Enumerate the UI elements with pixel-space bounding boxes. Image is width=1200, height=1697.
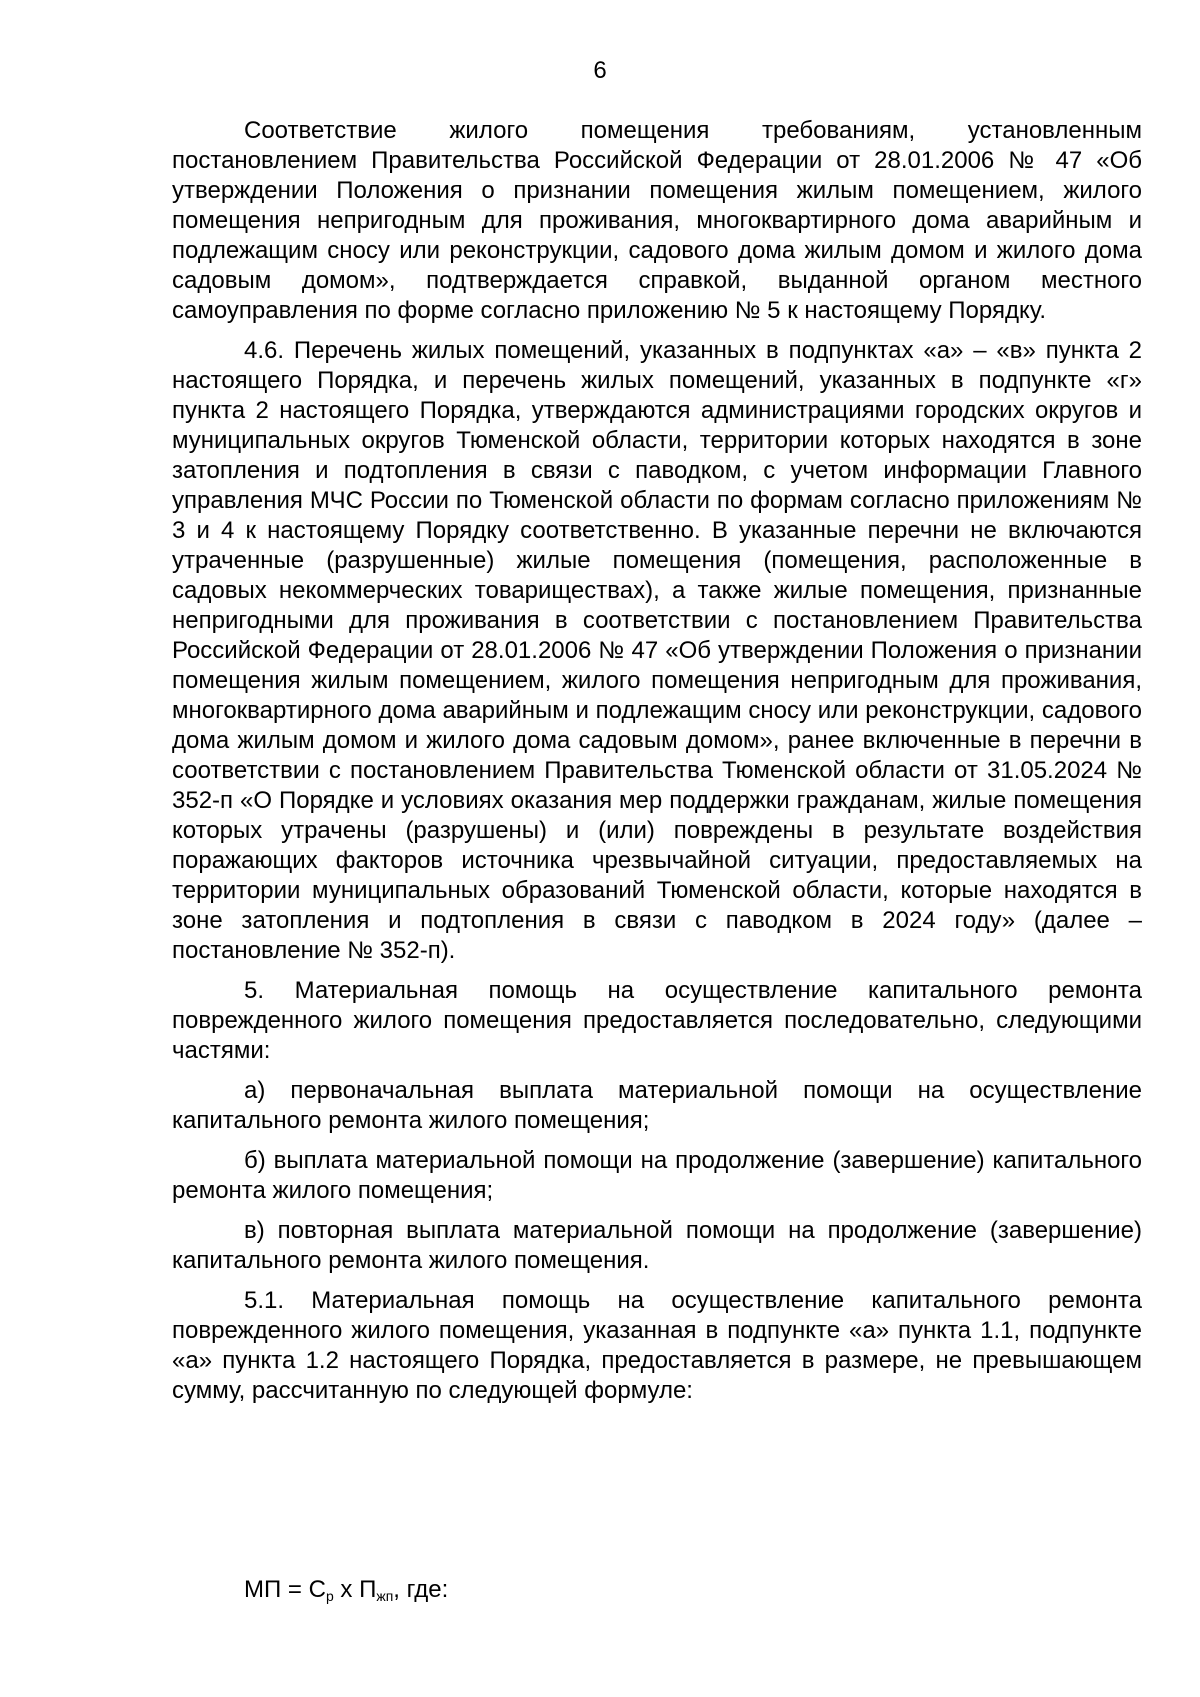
document-body bbox=[172, 116, 1142, 1416]
paragraph-5-a: а) первоначальная выплата материальной помощи на осуществление капитального ремонта жилого помещения; bbox=[172, 1077, 1142, 1134]
paragraph-5: 5. Материальная помощь на осуществление капитального ремонта поврежденного жилого помещения предоставляется последовательно, следующими частями: bbox=[172, 977, 1142, 1064]
paragraph-5-b: б) выплата материальной помощи на продолжение (завершение) капитального ремонта жилого помещения; bbox=[172, 1147, 1142, 1204]
paragraph-5-v: в) повторная выплата материальной помощи на продолжение (завершение) капитального ремонта жилого помещения. bbox=[172, 1217, 1142, 1274]
formula-mid: х П bbox=[333, 1576, 377, 1603]
formula-subscript-r: р bbox=[325, 1588, 334, 1604]
formula-lhs: МП = С bbox=[244, 1576, 326, 1603]
formula bbox=[244, 1575, 448, 1611]
page-number: 6 bbox=[593, 57, 607, 84]
formula-subscript-zhp: жп bbox=[376, 1588, 394, 1604]
paragraph-5-1: 5.1. Материальная помощь на осуществление капитального ремонта поврежденного жилого помещения, указанная в подпункте «а» пункта 1.1, подпункте «а» пункта 1.2 настоящего Порядка, предоставляется в размере, не превышающем сумму, рассчитанную по следующей формуле: bbox=[172, 1287, 1142, 1404]
formula-tail: , где: bbox=[393, 1576, 449, 1603]
paragraph-compliance: Соответствие жилого помещения требованиям, установленным постановлением Правительства Российской Федерации от 28.01.2006 № 47 «Об утверждении Положения о признании помещения жилым помещением, жилого помещения непригодным для проживания, многоквартирного дома аварийным и подлежащим сносу или реконструкции, садового дома жилым домом и жилого дома садовым домом», подтверждается справкой, выданной органом местного самоуправления по форме согласно приложению № 5 к настоящему Порядку. bbox=[172, 117, 1142, 324]
paragraph-4-6: 4.6. Перечень жилых помещений, указанных в подпунктах «а» – «в» пункта 2 настоящего Порядка, и перечень жилых помещений, указанных в подпункте «г» пункта 2 настоящего Порядка, утверждаются администрациями городских округов и муниципальных округов Тюменской области, территории которых находятся в зоне затопления и подтопления в связи с паводком, с учетом информации Главного управления МЧС России по Тюменской области по формам согласно приложениям № 3 и 4 к настоящему Порядку соответственно. В указанные перечни не включаются утраченные (разрушенные) жилые помещения (помещения, расположенные в садовых некоммерческих товариществах), а также жилые помещения, признанные непригодными для проживания в соответствии с постановлением Правительства Российской Федерации от 28.01.2006 № 47 «Об утверждении Положения о признании помещения жилым помещением, жилого помещения непригодным для проживания, многоквартирного дома аварийным и подлежащим сносу или реконструкции, садового дома жилым домом и жилого дома садовым домом», ранее включенные в перечни в соответствии с постановлением Правительства Тюменской области от 31.05.2024 № 352-п «О Порядке и условиях оказания мер поддержки гражданам, жилые помещения которых утрачены (разрушены) и (или) повреждены в результате воздействия поражающих факторов источника чрезвычайной ситуации, предоставляемых на территории муниципальных образований Тюменской области, которые находятся в зоне затопления и подтопления в связи с паводком в 2024 году» (далее – постановление № 352-п). bbox=[172, 337, 1142, 964]
